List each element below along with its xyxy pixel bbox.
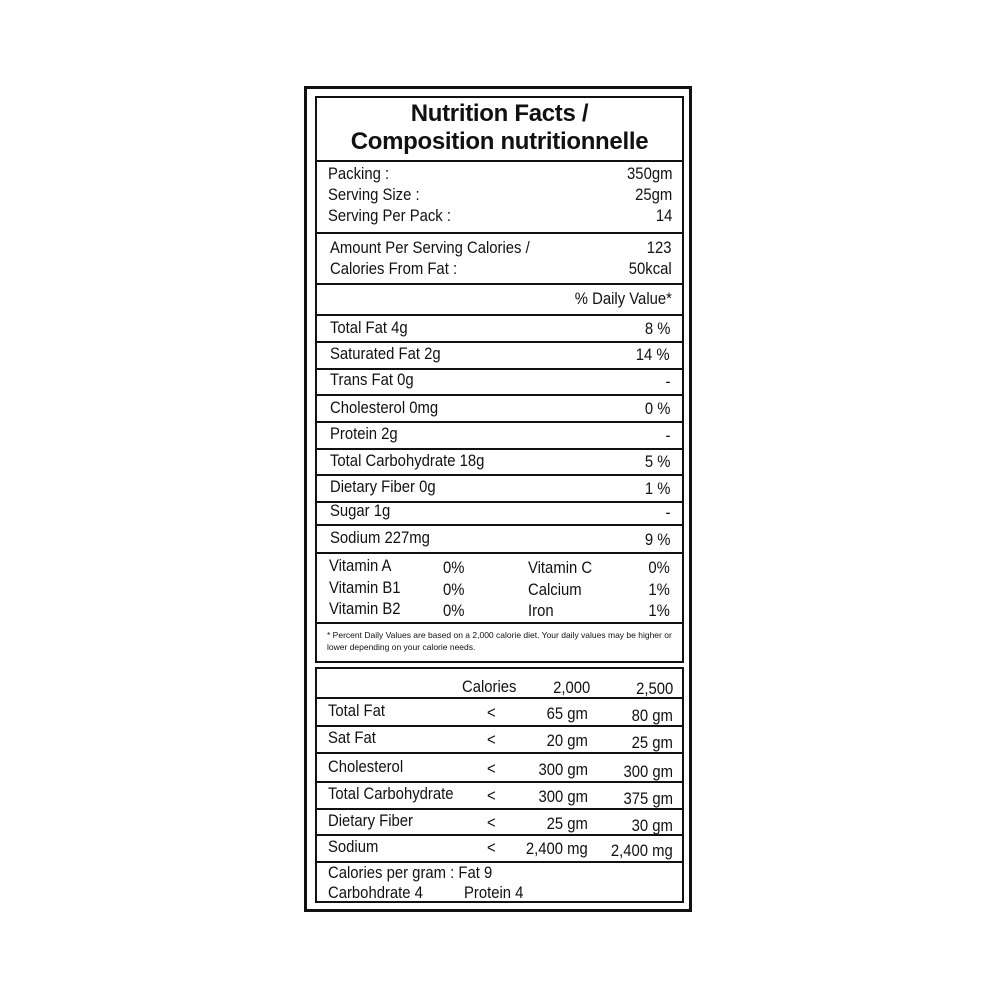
title-line-1: Nutrition Facts /	[410, 100, 589, 127]
reference-header-col1: 2,000	[552, 679, 590, 697]
vitamin-name: Vitamin B2	[329, 600, 401, 618]
divider	[317, 283, 682, 285]
daily-reference-panel	[315, 667, 684, 903]
divider	[317, 421, 682, 423]
serving-per-pack-label: Serving Per Pack :	[328, 207, 451, 225]
nutrient-value: 14 %	[636, 346, 670, 364]
calories-value: 123	[647, 239, 672, 257]
nutrient-label: Saturated Fat 2g	[330, 345, 441, 363]
divider	[317, 394, 682, 396]
reference-row-col2: 80 gm	[631, 707, 673, 725]
divider	[317, 725, 682, 727]
reference-row-cmp: <	[487, 704, 496, 722]
calories-from-fat-value: 50kcal	[629, 260, 672, 278]
nutrient-value: 8 %	[644, 320, 670, 338]
vitamin-value: 1%	[648, 602, 670, 620]
reference-row-col2: 2,400 mg	[611, 842, 673, 860]
reference-header-col2: 2,500	[635, 680, 673, 698]
divider	[317, 314, 682, 316]
packing-label: Packing :	[328, 165, 390, 183]
vitamin-name: Vitamin B1	[329, 579, 401, 597]
reference-row-label: Sat Fat	[328, 729, 376, 747]
divider	[317, 160, 682, 162]
reference-row-col2: 375 gm	[623, 790, 673, 808]
nutrient-value: -	[665, 427, 670, 445]
reference-row-col2: 25 gm	[631, 734, 673, 752]
divider	[317, 808, 682, 810]
nutrient-value: 9 %	[644, 531, 670, 549]
packing-value: 350gm	[626, 165, 672, 183]
vitamin-value: 0%	[443, 559, 465, 577]
vitamin-name: Vitamin C	[528, 559, 593, 577]
reference-row-col1: 2,400 mg	[526, 840, 588, 858]
nutrition-facts-panel	[315, 96, 684, 663]
reference-row-label: Total Fat	[328, 702, 385, 720]
footnote: * Percent Daily Values are based on a 2,000 calorie diet. Your daily values may be higher or lower depending on your calorie needs.	[327, 630, 672, 652]
reference-row-label: Total Carbohydrate	[328, 785, 454, 803]
calories-per-gram-protein: Protein 4	[464, 884, 524, 902]
reference-row-label: Dietary Fiber	[328, 812, 414, 830]
reference-row-label: Sodium	[328, 838, 379, 856]
nutrient-value: 0 %	[644, 400, 670, 418]
reference-row-col1: 300 gm	[538, 761, 588, 779]
serving-size-value: 25gm	[634, 186, 672, 204]
reference-header-label: Calories	[462, 678, 517, 696]
reference-row-col1: 20 gm	[546, 732, 588, 750]
divider	[317, 552, 682, 554]
reference-row-col1: 300 gm	[538, 788, 588, 806]
nutrient-label: Sodium 227mg	[330, 529, 430, 547]
nutrient-label: Trans Fat 0g	[330, 371, 414, 389]
reference-row-label: Cholesterol	[328, 758, 404, 776]
vitamin-value: 1%	[648, 581, 670, 599]
vitamin-value: 0%	[648, 559, 670, 577]
reference-row-cmp: <	[487, 814, 496, 832]
divider	[317, 781, 682, 783]
nutrient-label: Sugar 1g	[330, 502, 391, 520]
calories-from-fat-label: Calories From Fat :	[330, 260, 458, 278]
reference-row-cmp: <	[487, 731, 496, 749]
vitamin-value: 0%	[443, 581, 465, 599]
calories-per-gram-line-1: Calories per gram : Fat 9	[328, 864, 493, 882]
nutrient-value: 1 %	[644, 480, 670, 498]
title-line-2: Composition nutritionnelle	[350, 128, 649, 155]
reference-row-cmp: <	[487, 760, 496, 778]
divider	[317, 232, 682, 234]
nutrient-label: Total Carbohydrate 18g	[330, 452, 485, 470]
nutrient-value: -	[665, 373, 670, 391]
nutrient-label: Cholesterol 0mg	[330, 399, 439, 417]
divider	[317, 524, 682, 526]
divider	[317, 448, 682, 450]
reference-row-cmp: <	[487, 787, 496, 805]
divider	[317, 474, 682, 476]
vitamin-name: Calcium	[528, 581, 582, 599]
daily-value-header: % Daily Value*	[574, 290, 672, 308]
nutrient-value: 5 %	[644, 453, 670, 471]
calories-label: Amount Per Serving Calories /	[330, 239, 530, 257]
nutrient-label: Total Fat 4g	[330, 319, 408, 337]
reference-row-col1: 25 gm	[546, 815, 588, 833]
nutrient-label: Dietary Fiber 0g	[330, 478, 436, 496]
divider	[317, 834, 682, 836]
vitamin-name: Iron	[528, 602, 554, 620]
divider	[317, 341, 682, 343]
vitamin-name: Vitamin A	[329, 557, 392, 575]
reference-row-col2: 30 gm	[631, 817, 673, 835]
calories-per-gram-carb: Carbohdrate 4	[328, 884, 423, 902]
divider	[317, 752, 682, 754]
divider	[317, 697, 682, 699]
nutrient-label: Protein 2g	[330, 425, 398, 443]
reference-row-cmp: <	[487, 839, 496, 857]
divider	[317, 622, 682, 624]
nutrient-value: -	[665, 504, 670, 522]
reference-row-col1: 65 gm	[546, 705, 588, 723]
serving-size-label: Serving Size :	[328, 186, 420, 204]
serving-per-pack-value: 14	[655, 207, 672, 225]
vitamin-value: 0%	[443, 602, 465, 620]
reference-row-col2: 300 gm	[623, 763, 673, 781]
